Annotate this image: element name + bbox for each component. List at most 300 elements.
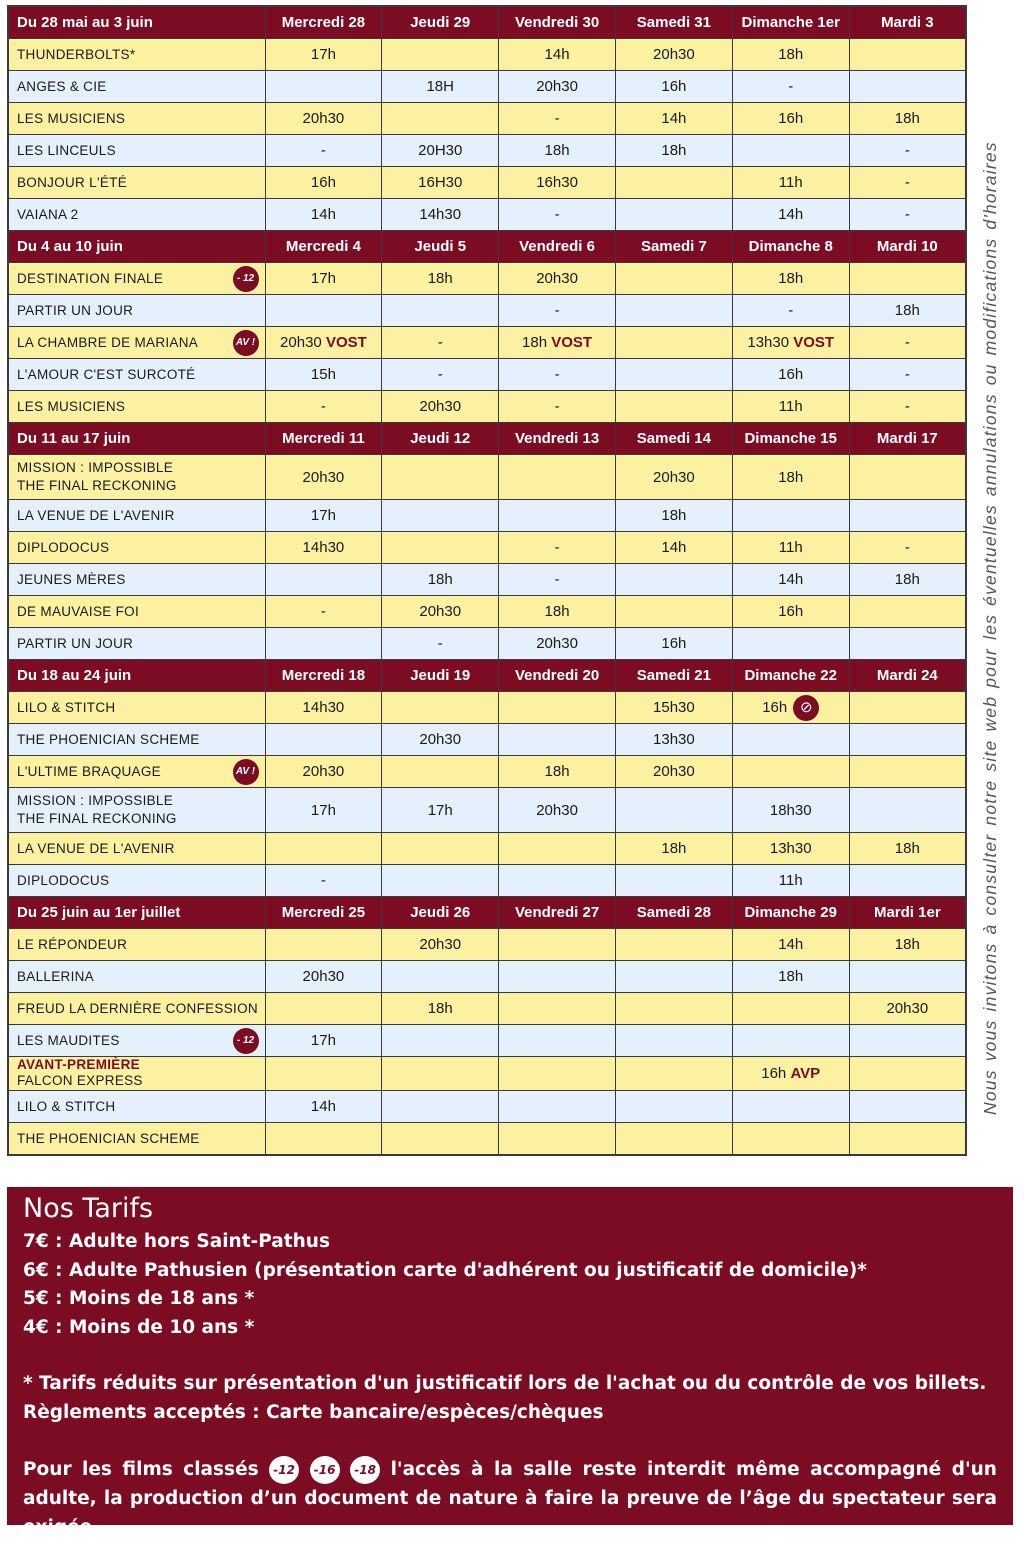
week-header-row xyxy=(8,231,966,263)
showtime-cell xyxy=(265,788,382,833)
day-header: Mardi 3 xyxy=(849,6,966,39)
film-row xyxy=(8,135,966,167)
showtime: 20h30 xyxy=(536,78,578,95)
film-badge: AV ! xyxy=(233,759,259,785)
showtime: 18h xyxy=(778,968,804,985)
warn-suffix: l'accès à la salle reste interdit même accompagné d'un adulte, la production d’un document de nature à faire la preuve de l’âge du spectateur sera exigée. xyxy=(23,1459,997,1538)
showtime: 20h30 xyxy=(419,936,462,953)
showtime-cell xyxy=(849,295,966,327)
showtime-cell xyxy=(499,391,616,423)
showtime-cell xyxy=(849,756,966,788)
showtime-cell xyxy=(849,327,966,359)
showtime-cell xyxy=(615,71,732,103)
day-header: Jeudi 5 xyxy=(382,231,499,263)
week-header-row xyxy=(8,897,966,929)
showtime: 18h xyxy=(544,763,570,780)
week-title: Du 25 juin au 1er juillet xyxy=(8,897,265,929)
showtime: 20h30 xyxy=(886,1000,929,1017)
showtime-cell xyxy=(732,359,849,391)
film-title: ANGES & CIE xyxy=(17,78,107,94)
tarif-line: 6€ : Adulte Pathusien (présentation carte d'adhérent ou justificatif de domicile)* xyxy=(23,1259,867,1281)
showtime-cell xyxy=(499,756,616,788)
film-title: LES LINCEULS xyxy=(17,142,116,158)
vost-label: VOST xyxy=(325,334,367,351)
showtime: 18h xyxy=(544,142,570,159)
showtime-cell xyxy=(732,1025,849,1057)
showtime-cell xyxy=(499,199,616,231)
showtime-cell xyxy=(849,961,966,993)
film-title-cell xyxy=(8,724,265,756)
showtime: - xyxy=(320,872,326,889)
showtime: 14h xyxy=(310,1098,336,1115)
showtime-cell xyxy=(265,39,382,71)
showtime-cell xyxy=(382,327,499,359)
film-title: JEUNES MÈRES xyxy=(17,571,126,587)
showtime: 17h xyxy=(310,801,336,819)
showtime: - xyxy=(788,78,794,95)
showtime-cell xyxy=(732,788,849,833)
day-header: Vendredi 6 xyxy=(499,231,616,263)
showtime-cell xyxy=(615,724,732,756)
showtime-cell xyxy=(849,596,966,628)
showtime-cell xyxy=(499,692,616,724)
showtime-cell xyxy=(732,167,849,199)
tarif-line: 5€ : Moins de 18 ans * xyxy=(23,1288,255,1309)
showtime-cell xyxy=(265,263,382,295)
showtime-cell xyxy=(732,1123,849,1156)
showtime: - xyxy=(788,302,794,319)
showtime: 20h30 xyxy=(536,270,578,287)
showtime-cell xyxy=(499,263,616,295)
film-title-cell xyxy=(8,391,265,423)
film-title: FREUD LA DERNIÈRE CONFESSION xyxy=(17,1000,258,1016)
showtime-cell xyxy=(732,993,849,1025)
film-row xyxy=(8,295,966,327)
film-row xyxy=(8,167,966,199)
film-row xyxy=(8,596,966,628)
film-row xyxy=(8,1091,966,1123)
showtime-cell xyxy=(732,391,849,423)
showtime: 14h xyxy=(778,571,804,588)
film-title: L'ULTIME BRAQUAGE xyxy=(17,763,161,779)
showtime-cell xyxy=(615,961,732,993)
showtime-cell xyxy=(382,1091,499,1123)
film-title-cell xyxy=(8,263,265,295)
showtime-cell xyxy=(265,1025,382,1057)
showtime-cell xyxy=(265,628,382,660)
film-row xyxy=(8,1123,966,1156)
film-title-cell xyxy=(8,199,265,231)
showtime: 13h30 xyxy=(653,731,695,748)
showtime-cell xyxy=(615,865,732,897)
showtime-cell xyxy=(615,993,732,1025)
film-row xyxy=(8,71,966,103)
showtime: 20h30 xyxy=(419,731,462,748)
showtime: - xyxy=(904,366,910,383)
showtime-cell xyxy=(732,628,849,660)
showtime: 11h xyxy=(778,398,803,415)
showtime-cell xyxy=(732,724,849,756)
showtime-cell xyxy=(265,596,382,628)
showtime-cell xyxy=(732,961,849,993)
film-title: BONJOUR L'ÉTÉ xyxy=(17,174,127,190)
showtime-cell xyxy=(615,596,732,628)
day-header: Jeudi 29 xyxy=(382,6,499,39)
showtime-cell xyxy=(499,1057,616,1091)
film-row xyxy=(8,532,966,564)
film-row xyxy=(8,865,966,897)
showtime: 18h xyxy=(894,110,920,127)
showtime: 20h30 xyxy=(419,603,462,620)
showtime-cell xyxy=(849,135,966,167)
showtime-cell xyxy=(382,724,499,756)
showtime-cell xyxy=(265,71,382,103)
showtime-cell xyxy=(382,865,499,897)
hearing-accessibility-icon: ⊘ xyxy=(793,695,819,721)
film-title-cell xyxy=(8,500,265,532)
film-badge: AV ! xyxy=(233,330,259,356)
showtime-cell xyxy=(265,1091,382,1123)
day-header: Samedi 21 xyxy=(615,660,732,692)
showtime-cell xyxy=(382,167,499,199)
film-row xyxy=(8,628,966,660)
film-row xyxy=(8,993,966,1025)
film-title: L'AMOUR C'EST SURCOTÉ xyxy=(17,366,196,382)
showtime: - xyxy=(320,603,326,620)
film-title: LA CHAMBRE DE MARIANA xyxy=(17,334,199,350)
showtime-cell xyxy=(499,295,616,327)
day-header: Samedi 31 xyxy=(615,6,732,39)
showtime: - xyxy=(904,334,910,351)
film-title: DIPLODOCUS xyxy=(17,872,110,888)
film-row xyxy=(8,1057,966,1091)
showtime: 18h xyxy=(778,468,804,486)
showtime: 16h xyxy=(310,174,336,191)
film-title-cell xyxy=(8,71,265,103)
showtime: 18h xyxy=(522,334,548,351)
film-title: DESTINATION FINALE xyxy=(17,270,164,286)
showtime-cell xyxy=(732,564,849,596)
showtime-cell xyxy=(382,628,499,660)
film-title: VAIANA 2 xyxy=(17,206,79,222)
showtime-cell xyxy=(499,135,616,167)
week-header-row xyxy=(8,660,966,692)
showtime-cell xyxy=(615,391,732,423)
day-header: Jeudi 26 xyxy=(382,897,499,929)
showtime-cell xyxy=(615,295,732,327)
showtime-cell xyxy=(732,1091,849,1123)
showtime: 18h30 xyxy=(769,801,812,819)
film-title-cell xyxy=(8,961,265,993)
showtime-cell xyxy=(732,199,849,231)
showtime-cell xyxy=(615,135,732,167)
showtime-cell xyxy=(849,628,966,660)
showtime: 18h xyxy=(661,142,687,159)
showtime-cell xyxy=(849,929,966,961)
day-header: Mercredi 28 xyxy=(265,6,382,39)
showtime: 14h30 xyxy=(419,206,462,223)
showtime-cell xyxy=(382,359,499,391)
day-header: Mercredi 11 xyxy=(265,423,382,455)
film-title: LA VENUE DE L'AVENIR xyxy=(17,840,175,856)
film-row xyxy=(8,961,966,993)
film-row xyxy=(8,199,966,231)
showtime-cell xyxy=(732,71,849,103)
showtime: - xyxy=(554,110,560,127)
film-row xyxy=(8,263,966,295)
showtime-cell xyxy=(382,455,499,500)
showtime: 14h xyxy=(778,936,804,953)
showtime-cell xyxy=(499,103,616,135)
showtime-cell xyxy=(732,455,849,500)
day-header: Mardi 1er xyxy=(849,897,966,929)
showtime-cell xyxy=(265,167,382,199)
day-header: Samedi 14 xyxy=(615,423,732,455)
film-row xyxy=(8,756,966,788)
film-title: FALCON EXPRESS xyxy=(17,1073,143,1088)
film-title-cell xyxy=(8,788,265,833)
showtime-cell xyxy=(849,833,966,865)
showtime-cell xyxy=(382,833,499,865)
showtime: 17h xyxy=(310,507,336,524)
showtime-cell xyxy=(615,359,732,391)
showtime: - xyxy=(904,398,910,415)
film-badge: - 12 xyxy=(233,1028,259,1054)
showtime-cell xyxy=(265,295,382,327)
showtime: - xyxy=(904,142,910,159)
day-header: Jeudi 12 xyxy=(382,423,499,455)
film-row xyxy=(8,327,966,359)
showtime-cell xyxy=(849,359,966,391)
showtime-cell xyxy=(382,929,499,961)
showtime-cell xyxy=(382,39,499,71)
tarifs-panel xyxy=(7,1187,1013,1538)
showtime: 18h xyxy=(661,507,687,524)
schedule-table xyxy=(7,5,967,1156)
day-header: Jeudi 19 xyxy=(382,660,499,692)
film-title-cell xyxy=(8,628,265,660)
showtime-cell xyxy=(265,929,382,961)
showtime-cell xyxy=(265,103,382,135)
showtime: 20h30 xyxy=(536,801,578,819)
film-title: PARTIR UN JOUR xyxy=(17,635,134,651)
showtime-cell xyxy=(499,993,616,1025)
film-row xyxy=(8,692,966,724)
showtime-cell xyxy=(499,833,616,865)
film-title: MISSION : IMPOSSIBLE THE FINAL RECKONING xyxy=(17,460,177,493)
film-title: DE MAUVAISE FOI xyxy=(17,603,140,619)
showtime: 18h xyxy=(778,270,804,287)
showtime: - xyxy=(904,539,910,556)
showtime-cell xyxy=(382,993,499,1025)
showtime: - xyxy=(437,635,443,652)
film-row xyxy=(8,1025,966,1057)
showtime: 20h30 xyxy=(419,398,462,415)
showtime-cell xyxy=(615,103,732,135)
showtime-cell xyxy=(499,961,616,993)
showtime-cell xyxy=(382,199,499,231)
film-row xyxy=(8,103,966,135)
showtime-cell xyxy=(265,455,382,500)
showtime-cell xyxy=(615,1057,732,1091)
showtime-cell xyxy=(499,327,616,359)
avp-label: AVP xyxy=(790,1065,821,1082)
film-title-cell xyxy=(8,359,265,391)
film-title-cell xyxy=(8,1057,265,1091)
tarif-line: 7€ : Adulte hors Saint-Pathus xyxy=(23,1231,330,1252)
showtime: 17h xyxy=(310,46,336,63)
showtime: 20h30 xyxy=(653,468,695,486)
showtime-cell xyxy=(732,103,849,135)
showtime-cell xyxy=(499,865,616,897)
film-title: THE PHOENICIAN SCHEME xyxy=(17,1130,200,1146)
showtime: 18h xyxy=(894,302,920,319)
showtime-cell xyxy=(849,865,966,897)
week-title: Du 18 au 24 juin xyxy=(8,660,265,692)
day-header: Dimanche 29 xyxy=(732,897,849,929)
film-title: BALLERINA xyxy=(17,968,94,984)
showtime: - xyxy=(554,302,560,319)
day-header: Dimanche 15 xyxy=(732,423,849,455)
age-warning xyxy=(23,1455,997,1542)
film-title: PARTIR UN JOUR xyxy=(17,302,134,318)
showtime-cell xyxy=(265,692,382,724)
showtime: - xyxy=(320,398,326,415)
showtime-cell xyxy=(499,71,616,103)
showtime: 17h xyxy=(310,1032,336,1049)
showtime-cell xyxy=(849,1091,966,1123)
film-title-cell xyxy=(8,596,265,628)
showtime-cell xyxy=(849,167,966,199)
film-title: LES MAUDITES xyxy=(17,1032,120,1048)
showtime-cell xyxy=(499,1123,616,1156)
showtime-cell xyxy=(265,993,382,1025)
showtime-cell xyxy=(265,961,382,993)
showtime: 15h30 xyxy=(653,699,695,716)
film-title-cell xyxy=(8,455,265,500)
showtime-cell xyxy=(265,1057,382,1091)
showtime-cell xyxy=(499,359,616,391)
showtime: 20h30 xyxy=(302,968,345,985)
showtime-cell xyxy=(382,391,499,423)
showtime-cell xyxy=(265,1123,382,1156)
day-header: Mardi 17 xyxy=(849,423,966,455)
week-title: Du 4 au 10 juin xyxy=(8,231,265,263)
showtime: - xyxy=(437,366,443,383)
rating-badge: -12 xyxy=(269,1456,299,1484)
film-title-cell xyxy=(8,993,265,1025)
showtime: 20h30 xyxy=(280,334,322,351)
showtime: 14h30 xyxy=(302,699,345,716)
rating-badge: -18 xyxy=(350,1456,380,1484)
week-title: Du 28 mai au 3 juin xyxy=(8,6,265,39)
showtime-cell xyxy=(849,103,966,135)
showtime-cell xyxy=(382,1057,499,1091)
showtime-cell xyxy=(615,500,732,532)
showtime-cell xyxy=(382,263,499,295)
week-title: Du 11 au 17 juin xyxy=(8,423,265,455)
showtime-cell xyxy=(849,1123,966,1156)
film-title-cell xyxy=(8,532,265,564)
week-header-row xyxy=(8,423,966,455)
showtime-cell xyxy=(265,135,382,167)
film-row xyxy=(8,455,966,500)
warn-prefix: Pour les films classés xyxy=(23,1459,259,1480)
showtime: 18h xyxy=(894,936,920,953)
day-header: Dimanche 8 xyxy=(732,231,849,263)
showtime-cell xyxy=(732,692,849,724)
film-row xyxy=(8,391,966,423)
showtime-cell xyxy=(732,135,849,167)
day-header: Vendredi 30 xyxy=(499,6,616,39)
showtime: 18H xyxy=(426,78,454,95)
day-header: Mercredi 18 xyxy=(265,660,382,692)
showtime: 16h xyxy=(661,635,687,652)
showtime: 16h xyxy=(762,698,788,716)
showtime-cell xyxy=(499,500,616,532)
showtime-cell xyxy=(849,500,966,532)
showtime: 20h30 xyxy=(653,763,695,780)
showtime-cell xyxy=(849,692,966,724)
tarifs-title: Nos Tarifs xyxy=(23,1193,154,1224)
showtime: 20h30 xyxy=(302,468,345,486)
showtime-cell xyxy=(849,455,966,500)
showtime-cell xyxy=(849,532,966,564)
showtime: - xyxy=(437,334,443,351)
showtime-cell xyxy=(615,756,732,788)
showtime-cell xyxy=(499,167,616,199)
showtime-cell xyxy=(849,993,966,1025)
showtime-cell xyxy=(382,500,499,532)
showtime: 16h xyxy=(778,366,804,383)
showtime-cell xyxy=(615,199,732,231)
showtime: 20h30 xyxy=(302,763,345,780)
film-row xyxy=(8,833,966,865)
rating-badge: -16 xyxy=(310,1456,340,1484)
day-header: Mardi 24 xyxy=(849,660,966,692)
showtime-cell xyxy=(382,1123,499,1156)
showtime: 18h xyxy=(778,46,804,63)
showtime-cell xyxy=(265,833,382,865)
showtime: 20H30 xyxy=(418,142,463,159)
film-title: LE RÉPONDEUR xyxy=(17,936,128,952)
day-header: Vendredi 13 xyxy=(499,423,616,455)
showtime-cell xyxy=(615,263,732,295)
film-title-cell xyxy=(8,39,265,71)
showtime-cell xyxy=(265,327,382,359)
showtime: 16h xyxy=(778,110,804,127)
showtime-cell xyxy=(382,135,499,167)
showtime: 14h xyxy=(310,206,336,223)
showtime-cell xyxy=(499,1025,616,1057)
film-title: LA VENUE DE L'AVENIR xyxy=(17,507,175,523)
showtime: 20h30 xyxy=(536,635,578,652)
film-row xyxy=(8,564,966,596)
showtime: 16h30 xyxy=(536,174,578,191)
showtime-cell xyxy=(499,596,616,628)
payment-note: Règlements acceptés : Carte bancaire/espèces/chèques xyxy=(23,1401,604,1423)
showtime-cell xyxy=(732,327,849,359)
showtime: 11h xyxy=(778,872,803,889)
showtime: - xyxy=(320,142,326,159)
film-title-cell xyxy=(8,929,265,961)
showtime: 18h xyxy=(427,1000,453,1017)
showtime: - xyxy=(904,206,910,223)
showtime-cell xyxy=(499,788,616,833)
showtime-cell xyxy=(382,692,499,724)
showtime: 16H30 xyxy=(418,174,463,191)
showtime: 16h xyxy=(661,78,687,95)
